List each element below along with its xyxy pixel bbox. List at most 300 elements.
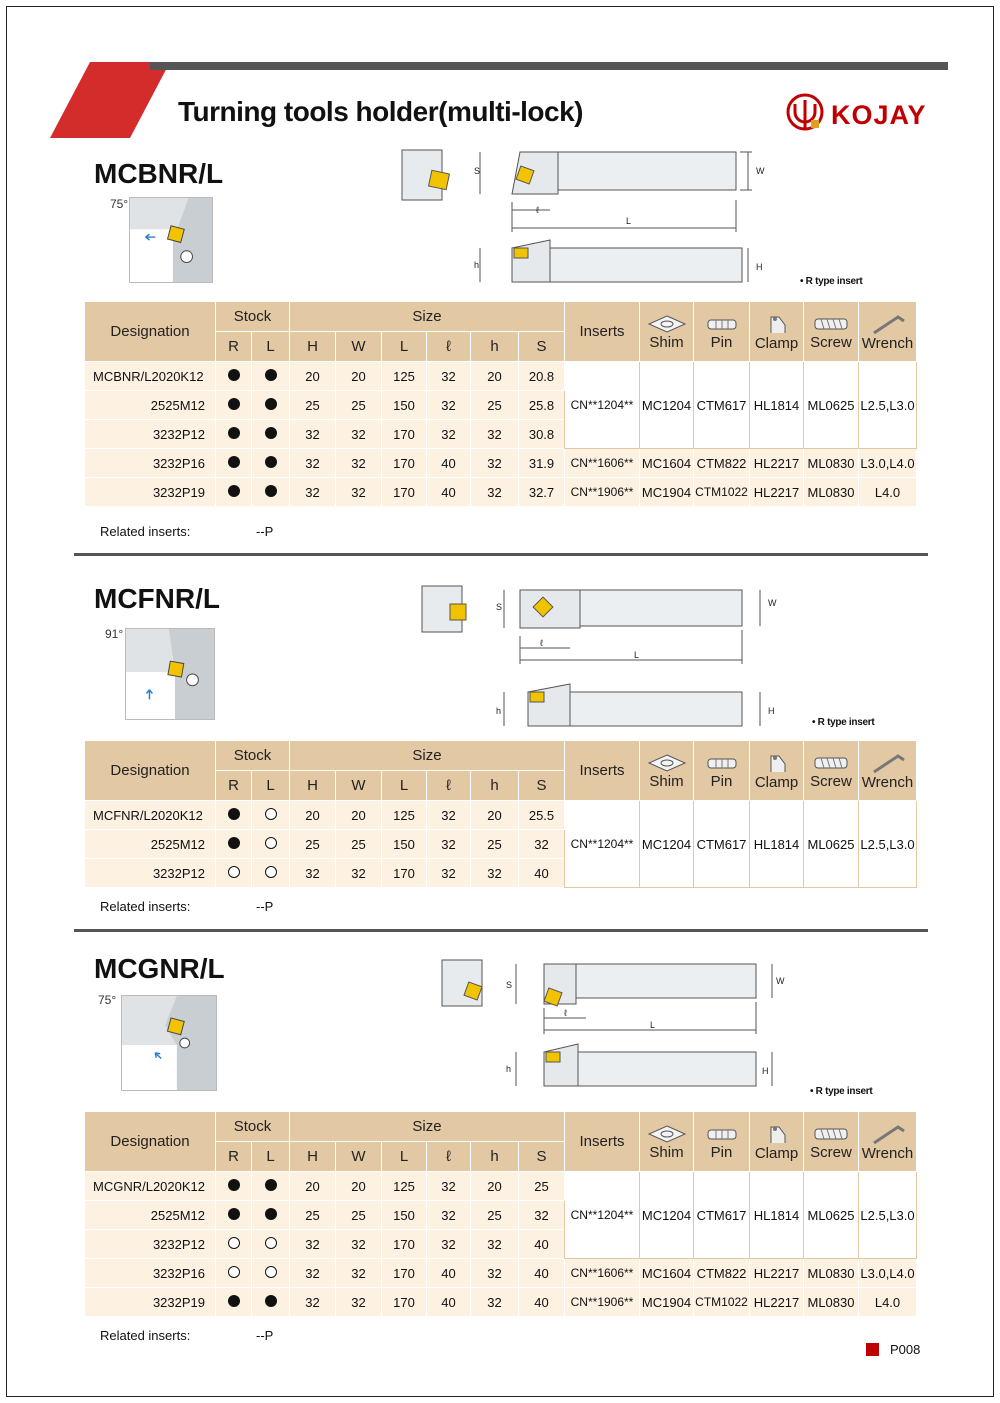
size-S-cell: 32.7 xyxy=(519,478,565,507)
col-wrench: Wrench xyxy=(859,302,917,362)
size-W-cell: 20 xyxy=(336,1172,382,1201)
spec-table-mcfnr xyxy=(84,740,917,888)
in-stock-dot-icon xyxy=(228,837,240,849)
size-H-cell: 32 xyxy=(290,449,336,478)
size-ell-cell: 32 xyxy=(427,420,471,449)
size-S-cell: 25.8 xyxy=(519,391,565,420)
shim-cell: MC1604 xyxy=(640,449,694,478)
size-W-cell: 32 xyxy=(336,478,382,507)
pin-cell: CTM1022 xyxy=(694,1288,750,1317)
col-wrench: Wrench xyxy=(859,741,917,801)
col-r: R xyxy=(216,332,252,362)
screw-cell: ML0830 xyxy=(804,449,859,478)
size-S-cell: 25.5 xyxy=(519,801,565,830)
brand-logo xyxy=(785,92,950,140)
stock-r-cell xyxy=(216,859,252,888)
size-W-cell: 25 xyxy=(336,1201,382,1230)
size-L-cell: 170 xyxy=(382,1288,427,1317)
col-W: W xyxy=(336,332,382,362)
dim-label-w: W xyxy=(756,166,765,176)
insert-cell: CN**1906** xyxy=(565,1288,640,1317)
in-stock-dot-icon xyxy=(228,398,240,410)
in-stock-dot-icon xyxy=(265,1179,277,1191)
col-stock: Stock xyxy=(216,1112,290,1142)
dim-label-s: S xyxy=(474,166,481,176)
stock-l-cell xyxy=(252,1230,290,1259)
col-S: S xyxy=(519,332,565,362)
designation-cell: 3232P19 xyxy=(85,1288,216,1317)
insert-cell: CN**1606** xyxy=(565,449,640,478)
size-S-cell: 25 xyxy=(519,1172,565,1201)
designation-cell: 2525M12 xyxy=(85,830,216,859)
not-in-stock-ring-icon xyxy=(265,808,277,820)
in-stock-dot-icon xyxy=(265,1208,277,1220)
svg-text:h: h xyxy=(496,706,502,716)
not-in-stock-ring-icon xyxy=(228,866,240,878)
screw-cell: ML0625 xyxy=(804,1172,859,1259)
size-W-cell: 25 xyxy=(336,391,382,420)
not-in-stock-ring-icon xyxy=(265,1266,277,1278)
size-L-cell: 150 xyxy=(382,830,427,859)
size-W-cell: 25 xyxy=(336,830,382,859)
pin-cell: CTM617 xyxy=(694,362,750,449)
size-h-cell: 25 xyxy=(471,391,519,420)
in-stock-dot-icon xyxy=(228,1179,240,1191)
designation-cell: 3232P16 xyxy=(85,449,216,478)
size-h-cell: 25 xyxy=(471,830,519,859)
insert-cell: CN**1906** xyxy=(565,478,640,507)
clamp-icon xyxy=(757,752,797,774)
designation-cell: 3232P19 xyxy=(85,478,216,507)
table-row xyxy=(85,362,917,391)
size-h-cell: 20 xyxy=(471,362,519,391)
col-stock: Stock xyxy=(216,741,290,771)
svg-text:W: W xyxy=(768,598,777,608)
designation-cell: MCBNR/L2020K12 xyxy=(85,362,216,391)
lead-angle-label: 75° xyxy=(110,197,129,211)
mcgnr-schematic-thumb xyxy=(121,995,217,1091)
kojay-logo-icon xyxy=(785,92,825,132)
not-in-stock-ring-icon xyxy=(265,1237,277,1249)
dim-label-H: H xyxy=(756,262,763,272)
size-h-cell: 20 xyxy=(471,1172,519,1201)
shim-icon xyxy=(647,314,687,334)
shim-cell: MC1904 xyxy=(640,1288,694,1317)
size-W-cell: 32 xyxy=(336,859,382,888)
wrench-cell: L3.0,L4.0 xyxy=(859,449,917,478)
col-size: Size xyxy=(290,302,565,332)
size-S-cell: 31.9 xyxy=(519,449,565,478)
size-L-cell: 150 xyxy=(382,391,427,420)
size-H-cell: 25 xyxy=(290,1201,336,1230)
size-W-cell: 32 xyxy=(336,1259,382,1288)
table-row xyxy=(85,449,917,478)
in-stock-dot-icon xyxy=(265,398,277,410)
col-H: H xyxy=(290,332,336,362)
col-l: L xyxy=(252,771,290,801)
stock-r-cell xyxy=(216,391,252,420)
size-ell-cell: 32 xyxy=(427,1172,471,1201)
in-stock-dot-icon xyxy=(228,369,240,381)
col-shim: Shim xyxy=(640,741,694,801)
screw-icon xyxy=(811,753,851,773)
in-stock-dot-icon xyxy=(228,427,240,439)
size-H-cell: 20 xyxy=(290,362,336,391)
page-title: Turning tools holder(multi-lock) xyxy=(178,96,583,127)
stock-r-cell xyxy=(216,449,252,478)
insert-cell: CN**1204** xyxy=(565,1172,640,1259)
section-divider xyxy=(74,929,928,932)
in-stock-dot-icon xyxy=(228,485,240,497)
col-size: Size xyxy=(290,1112,565,1142)
size-h-cell: 32 xyxy=(471,1259,519,1288)
stock-l-cell xyxy=(252,362,290,391)
col-wrench: Wrench xyxy=(859,1112,917,1172)
size-S-cell: 40 xyxy=(519,1230,565,1259)
table-row xyxy=(85,1288,917,1317)
size-S-cell: 40 xyxy=(519,1259,565,1288)
col-H: H xyxy=(290,771,336,801)
wrench-icon xyxy=(868,1123,908,1145)
clamp-cell: HL2217 xyxy=(750,1259,804,1288)
col-stock: Stock xyxy=(216,302,290,332)
size-S-cell: 32 xyxy=(519,1201,565,1230)
size-ell-cell: 40 xyxy=(427,449,471,478)
size-W-cell: 32 xyxy=(336,449,382,478)
col-h: h xyxy=(471,771,519,801)
col-h: h xyxy=(471,1142,519,1172)
size-ell-cell: 32 xyxy=(427,801,471,830)
section-divider xyxy=(74,553,928,556)
svg-text:h: h xyxy=(506,1064,512,1074)
pin-cell: CTM1022 xyxy=(694,478,750,507)
size-h-cell: 20 xyxy=(471,801,519,830)
mcfnr-dimension-drawing xyxy=(420,580,800,730)
screw-cell: ML0830 xyxy=(804,1288,859,1317)
size-h-cell: 25 xyxy=(471,1201,519,1230)
spec-table-mcgnr xyxy=(84,1111,917,1317)
stock-l-cell xyxy=(252,391,290,420)
wrench-cell: L2.5,L3.0 xyxy=(859,801,917,888)
col-inserts: Inserts xyxy=(565,302,640,362)
brand-name: KOJAY xyxy=(831,100,927,130)
col-l: L xyxy=(252,1142,290,1172)
size-L-cell: 125 xyxy=(382,801,427,830)
screw-cell: ML0830 xyxy=(804,478,859,507)
col-ell: ℓ xyxy=(427,1142,471,1172)
pin-icon xyxy=(702,314,742,334)
wrench-cell: L2.5,L3.0 xyxy=(859,362,917,449)
stock-l-cell xyxy=(252,1288,290,1317)
col-W: W xyxy=(336,1142,382,1172)
size-h-cell: 32 xyxy=(471,420,519,449)
wrench-icon xyxy=(868,752,908,774)
col-inserts: Inserts xyxy=(565,741,640,801)
size-ell-cell: 32 xyxy=(427,1201,471,1230)
col-h: h xyxy=(471,332,519,362)
screw-icon xyxy=(811,1124,851,1144)
clamp-cell: HL2217 xyxy=(750,478,804,507)
not-in-stock-ring-icon xyxy=(265,866,277,878)
not-in-stock-ring-icon xyxy=(265,837,277,849)
stock-r-cell xyxy=(216,362,252,391)
size-L-cell: 170 xyxy=(382,1259,427,1288)
stock-l-cell xyxy=(252,830,290,859)
col-r: R xyxy=(216,771,252,801)
in-stock-dot-icon xyxy=(265,427,277,439)
r-type-note: • R type insert xyxy=(812,717,875,728)
size-h-cell: 32 xyxy=(471,449,519,478)
in-stock-dot-icon xyxy=(265,485,277,497)
size-ell-cell: 32 xyxy=(427,391,471,420)
shim-cell: MC1204 xyxy=(640,362,694,449)
wrench-cell: L3.0,L4.0 xyxy=(859,1259,917,1288)
r-type-note: • R type insert xyxy=(800,276,863,287)
svg-text:ℓ: ℓ xyxy=(564,1008,567,1018)
size-ell-cell: 32 xyxy=(427,830,471,859)
insert-cell: CN**1204** xyxy=(565,801,640,888)
insert-cell: CN**1606** xyxy=(565,1259,640,1288)
stock-l-cell xyxy=(252,1259,290,1288)
designation-cell: MCGNR/L2020K12 xyxy=(85,1172,216,1201)
page-number: P008 xyxy=(890,1342,921,1357)
screw-cell: ML0625 xyxy=(804,801,859,888)
col-inserts: Inserts xyxy=(565,1112,640,1172)
size-H-cell: 25 xyxy=(290,830,336,859)
stock-l-cell xyxy=(252,801,290,830)
col-l: L xyxy=(252,332,290,362)
shim-cell: MC1604 xyxy=(640,1259,694,1288)
pin-cell: CTM617 xyxy=(694,1172,750,1259)
svg-text:L: L xyxy=(650,1020,656,1030)
size-ell-cell: 40 xyxy=(427,478,471,507)
section-title-mcgnr: MCGNR/L xyxy=(94,953,225,984)
pin-icon xyxy=(702,753,742,773)
col-screw: Screw xyxy=(804,302,859,362)
size-H-cell: 32 xyxy=(290,1288,336,1317)
svg-text:H: H xyxy=(768,706,775,716)
col-shim: Shim xyxy=(640,302,694,362)
stock-r-cell xyxy=(216,420,252,449)
size-L-cell: 170 xyxy=(382,478,427,507)
size-h-cell: 32 xyxy=(471,1288,519,1317)
designation-cell: 2525M12 xyxy=(85,391,216,420)
size-ell-cell: 32 xyxy=(427,362,471,391)
col-W: W xyxy=(336,771,382,801)
dim-label-l: L xyxy=(626,216,632,226)
designation-cell: 3232P16 xyxy=(85,1259,216,1288)
svg-text:L: L xyxy=(634,650,640,660)
stock-r-cell xyxy=(216,830,252,859)
stock-l-cell xyxy=(252,1172,290,1201)
col-screw: Screw xyxy=(804,741,859,801)
stock-l-cell xyxy=(252,449,290,478)
col-size: Size xyxy=(290,741,565,771)
svg-text:H: H xyxy=(762,1066,769,1076)
col-L: L xyxy=(382,771,427,801)
size-S-cell: 40 xyxy=(519,859,565,888)
size-H-cell: 32 xyxy=(290,420,336,449)
lead-angle-label: 75° xyxy=(98,993,117,1007)
not-in-stock-ring-icon xyxy=(228,1237,240,1249)
in-stock-dot-icon xyxy=(265,369,277,381)
clamp-cell: HL2217 xyxy=(750,449,804,478)
table-row xyxy=(85,801,917,830)
header-rule xyxy=(150,62,948,70)
stock-r-cell xyxy=(216,1288,252,1317)
size-L-cell: 170 xyxy=(382,859,427,888)
red-accent-bar xyxy=(50,62,170,138)
in-stock-dot-icon xyxy=(265,456,277,468)
shim-icon xyxy=(647,753,687,773)
size-ell-cell: 40 xyxy=(427,1288,471,1317)
shim-icon xyxy=(647,1124,687,1144)
col-L: L xyxy=(382,332,427,362)
size-L-cell: 125 xyxy=(382,362,427,391)
section-title-mcfnr: MCFNR/L xyxy=(94,583,220,614)
pin-icon xyxy=(702,1124,742,1144)
size-W-cell: 32 xyxy=(336,1230,382,1259)
pin-cell: CTM617 xyxy=(694,801,750,888)
page-marker-icon xyxy=(866,1343,879,1356)
col-S: S xyxy=(519,771,565,801)
size-W-cell: 32 xyxy=(336,1288,382,1317)
pin-cell: CTM822 xyxy=(694,1259,750,1288)
size-H-cell: 20 xyxy=(290,1172,336,1201)
size-ell-cell: 32 xyxy=(427,859,471,888)
size-L-cell: 125 xyxy=(382,1172,427,1201)
col-pin: Pin xyxy=(694,1112,750,1172)
clamp-cell: HL1814 xyxy=(750,362,804,449)
col-L: L xyxy=(382,1142,427,1172)
clamp-cell: HL2217 xyxy=(750,1288,804,1317)
col-pin: Pin xyxy=(694,741,750,801)
mcgnr-dimension-drawing xyxy=(436,950,816,1090)
stock-l-cell xyxy=(252,859,290,888)
col-shim: Shim xyxy=(640,1112,694,1172)
dim-label-h: h xyxy=(474,260,480,270)
size-W-cell: 32 xyxy=(336,420,382,449)
size-S-cell: 40 xyxy=(519,1288,565,1317)
not-in-stock-ring-icon xyxy=(228,1266,240,1278)
size-H-cell: 32 xyxy=(290,478,336,507)
size-h-cell: 32 xyxy=(471,1230,519,1259)
table-row xyxy=(85,1172,917,1201)
size-L-cell: 170 xyxy=(382,1230,427,1259)
screw-cell: ML0830 xyxy=(804,1259,859,1288)
stock-l-cell xyxy=(252,478,290,507)
size-H-cell: 32 xyxy=(290,1259,336,1288)
designation-cell: 3232P12 xyxy=(85,859,216,888)
lead-angle-label: 91° xyxy=(105,627,124,641)
in-stock-dot-icon xyxy=(265,1295,277,1307)
clamp-icon xyxy=(757,313,797,335)
col-clamp: Clamp xyxy=(750,741,804,801)
shim-cell: MC1904 xyxy=(640,478,694,507)
wrench-cell: L4.0 xyxy=(859,478,917,507)
svg-text:ℓ: ℓ xyxy=(540,638,543,648)
stock-l-cell xyxy=(252,420,290,449)
col-r: R xyxy=(216,1142,252,1172)
stock-r-cell xyxy=(216,1201,252,1230)
in-stock-dot-icon xyxy=(228,1208,240,1220)
stock-r-cell xyxy=(216,1172,252,1201)
wrench-icon xyxy=(868,313,908,335)
shim-cell: MC1204 xyxy=(640,1172,694,1259)
col-clamp: Clamp xyxy=(750,302,804,362)
col-designation: Designation xyxy=(85,1112,216,1172)
size-h-cell: 32 xyxy=(471,859,519,888)
col-S: S xyxy=(519,1142,565,1172)
clamp-cell: HL1814 xyxy=(750,801,804,888)
clamp-cell: HL1814 xyxy=(750,1172,804,1259)
shim-cell: MC1204 xyxy=(640,801,694,888)
in-stock-dot-icon xyxy=(228,1295,240,1307)
size-L-cell: 170 xyxy=(382,449,427,478)
col-screw: Screw xyxy=(804,1112,859,1172)
svg-text:S: S xyxy=(506,980,513,990)
size-h-cell: 32 xyxy=(471,478,519,507)
size-H-cell: 20 xyxy=(290,801,336,830)
col-designation: Designation xyxy=(85,302,216,362)
table-row xyxy=(85,478,917,507)
size-H-cell: 32 xyxy=(290,859,336,888)
clamp-icon xyxy=(757,1123,797,1145)
spec-table-mcbnr xyxy=(84,301,917,507)
designation-cell: 3232P12 xyxy=(85,420,216,449)
mcbnr-dimension-drawing xyxy=(400,140,810,290)
size-ell-cell: 32 xyxy=(427,1230,471,1259)
mcfnr-schematic-thumb xyxy=(125,628,215,720)
related-inserts: Related inserts: --P xyxy=(100,899,274,914)
stock-r-cell xyxy=(216,1230,252,1259)
col-pin: Pin xyxy=(694,302,750,362)
col-H: H xyxy=(290,1142,336,1172)
col-ell: ℓ xyxy=(427,771,471,801)
size-S-cell: 20.8 xyxy=(519,362,565,391)
dim-label-ell: ℓ xyxy=(536,205,539,215)
svg-text:S: S xyxy=(496,602,503,612)
svg-text:W: W xyxy=(776,976,785,986)
r-type-note: • R type insert xyxy=(810,1086,873,1097)
size-H-cell: 32 xyxy=(290,1230,336,1259)
in-stock-dot-icon xyxy=(228,808,240,820)
col-designation: Designation xyxy=(85,741,216,801)
size-W-cell: 20 xyxy=(336,801,382,830)
col-ell: ℓ xyxy=(427,332,471,362)
related-inserts: Related inserts: --P xyxy=(100,524,274,539)
in-stock-dot-icon xyxy=(228,456,240,468)
col-clamp: Clamp xyxy=(750,1112,804,1172)
insert-cell: CN**1204** xyxy=(565,362,640,449)
stock-l-cell xyxy=(252,1201,290,1230)
screw-cell: ML0625 xyxy=(804,362,859,449)
stock-r-cell xyxy=(216,478,252,507)
table-row xyxy=(85,1259,917,1288)
stock-r-cell xyxy=(216,1259,252,1288)
size-S-cell: 30.8 xyxy=(519,420,565,449)
section-title-mcbnr: MCBNR/L xyxy=(94,158,224,189)
size-W-cell: 20 xyxy=(336,362,382,391)
screw-icon xyxy=(811,314,851,334)
size-ell-cell: 40 xyxy=(427,1259,471,1288)
designation-cell: 2525M12 xyxy=(85,1201,216,1230)
pin-cell: CTM822 xyxy=(694,449,750,478)
size-S-cell: 32 xyxy=(519,830,565,859)
designation-cell: MCFNR/L2020K12 xyxy=(85,801,216,830)
stock-r-cell xyxy=(216,801,252,830)
related-inserts: Related inserts: --P xyxy=(100,1328,274,1343)
